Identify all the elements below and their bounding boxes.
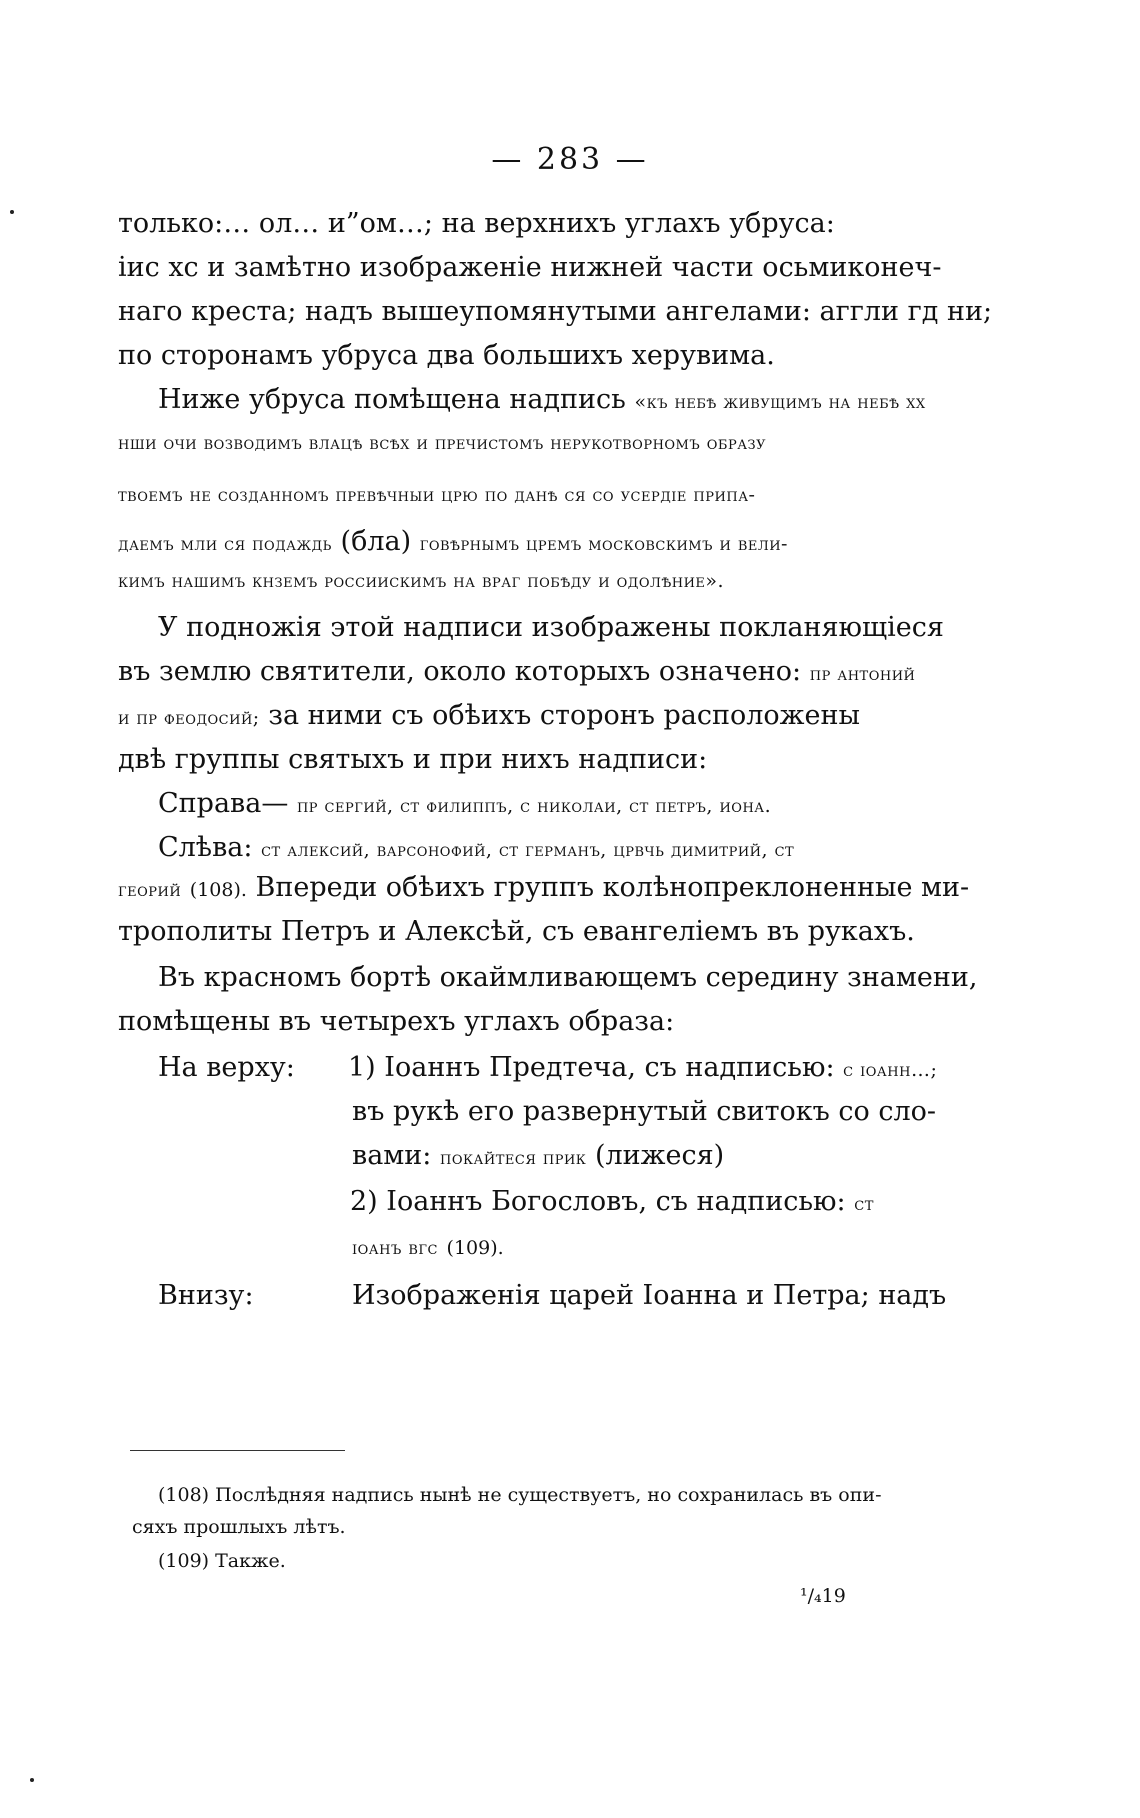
- slavonic-inscription: «къ небѣ живущимъ на небѣ хх: [634, 391, 926, 413]
- slavonic-inscription: нши очи возводимъ влацѣ всѣх и пречистомъ нерукотворномъ образу: [118, 432, 767, 454]
- slavonic-inscription: говѣрнымъ цремъ московскимъ и вели-: [419, 533, 788, 555]
- text-fragment: за ними съ обѣихъ сторонъ расположены: [268, 700, 860, 731]
- text-fragment: Ниже убруса помѣщена надпись: [158, 384, 626, 415]
- text-line: только:… ол… и”ом…; на верхнихъ углахъ убруса:: [118, 208, 835, 239]
- section-label: Внизу:: [158, 1280, 254, 1311]
- slavonic-inscription: іоанъ вгс: [352, 1237, 438, 1259]
- footnote: сяхъ прошлыхъ лѣтъ.: [132, 1516, 346, 1538]
- slavonic-inscription: твоемъ не созданномъ превѣчныи црю по данѣ ся со усердіе припа-: [118, 484, 756, 506]
- slavonic-inscription: ст: [854, 1193, 874, 1215]
- footnote: (108) Послѣдняя надпись нынѣ не существуетъ, но сохранилась въ опи-: [158, 1484, 882, 1506]
- text-line: [158, 384, 926, 415]
- text-fragment: (лижеся): [594, 1140, 725, 1171]
- footnote-ref: (108).: [189, 879, 247, 901]
- text-line: [118, 700, 860, 731]
- slavonic-inscription: даемъ мли ся подаждь: [118, 533, 332, 555]
- text-line: по сторонамъ убруса два большихъ херувима.: [118, 340, 775, 371]
- footnote-separator: [130, 1450, 345, 1451]
- text-line: [352, 1140, 724, 1171]
- scan-speck: [10, 210, 14, 214]
- text-line: наго креста; надъ вышеупомянутыми ангелами: аггли гд ни;: [118, 296, 993, 327]
- text-line: двѣ группы святыхъ и при нихъ надписи:: [118, 744, 708, 775]
- text-line: У подножія этой надписи изображены покланяющіеся: [158, 612, 944, 643]
- text-line: [158, 788, 771, 819]
- text-fragment: (бла): [340, 526, 412, 557]
- printer-signature: ¹/₄19: [800, 1585, 846, 1607]
- text-fragment: въ землю святители, около которыхъ означено:: [118, 656, 802, 687]
- section-label: На верху:: [158, 1052, 295, 1083]
- scan-speck: [30, 1778, 34, 1782]
- text-line: Въ красномъ бортѣ окаймливающемъ середину знамени,: [158, 962, 978, 993]
- text-line: [118, 526, 788, 557]
- text-line: [348, 1052, 937, 1083]
- slavonic-inscription: кимъ нашимъ кнземъ россиискимъ на враг побѣду и одолѣние».: [118, 570, 725, 592]
- text-line: Изображенія царей Іоанна и Петра; надъ: [352, 1280, 947, 1311]
- text-line: помѣщены въ четырехъ углахъ образа:: [118, 1006, 675, 1037]
- slavonic-inscription: с іоанн…;: [843, 1059, 938, 1081]
- group-label: Справа—: [158, 788, 289, 819]
- text-fragment: 2) Іоаннъ Богословъ, съ надписью:: [350, 1186, 846, 1217]
- slavonic-inscription: пр сергий, ст филиппъ, с николаи, ст петръ, иона.: [296, 795, 772, 817]
- text-fragment: вами:: [352, 1140, 432, 1171]
- slavonic-inscription: и пр феодосий;: [118, 707, 260, 729]
- text-line: [118, 872, 969, 903]
- text-line: въ рукѣ его развернутый свитокъ со сло-: [352, 1096, 937, 1127]
- slavonic-inscription: георий: [118, 879, 182, 901]
- text-fragment: Впереди обѣихъ группъ колѣнопреклоненные ми-: [255, 872, 970, 903]
- text-line: іис хс и замѣтно изображеніе нижней части осьмиконеч-: [118, 252, 942, 283]
- group-label: Слѣва:: [158, 832, 253, 863]
- text-line: трополиты Петръ и Алексѣй, съ евангеліемъ въ рукахъ.: [118, 916, 915, 947]
- text-line: [118, 656, 915, 687]
- text-fragment: 1) Іоаннъ Предтеча, съ надписью:: [348, 1052, 835, 1083]
- footnote: (109) Также.: [158, 1550, 286, 1572]
- text-line: [350, 1186, 874, 1217]
- slavonic-inscription: покайтеся прик: [440, 1147, 587, 1169]
- text-line: [158, 832, 794, 863]
- text-line: [352, 1230, 504, 1261]
- slavonic-inscription: ст алексий, варсонофий, ст германъ, црвчь димитрий, ст: [261, 839, 795, 861]
- slavonic-inscription: пр антоний: [809, 663, 916, 685]
- footnote-ref: (109).: [446, 1237, 504, 1259]
- page-number: — 283 —: [491, 142, 649, 177]
